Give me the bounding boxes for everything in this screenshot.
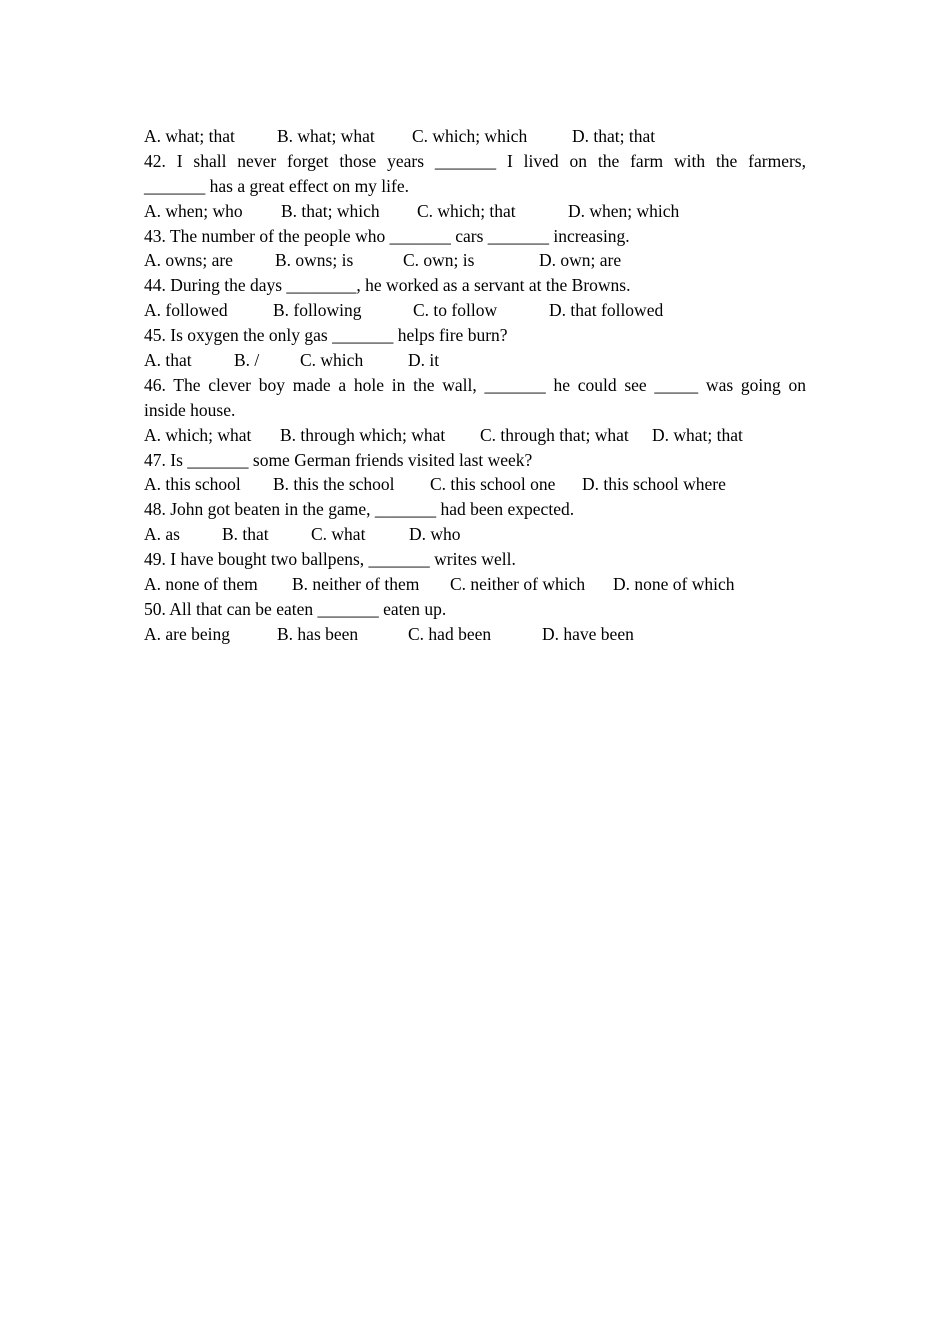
options-line-50 <box>144 622 806 647</box>
option-c: C. this school one <box>430 474 556 495</box>
option-c: C. which; that <box>417 200 516 221</box>
option-d: D. this school where <box>582 474 726 495</box>
option-a: A. what; that <box>144 126 235 146</box>
option-b: B. that <box>222 524 269 545</box>
option-d: D. who <box>409 524 461 545</box>
option-b: B. that; which <box>281 200 380 221</box>
options-line-42 <box>144 199 806 224</box>
question-47: 47. Is _______ some German friends visited last week? <box>144 449 533 470</box>
option-a: A. that <box>144 350 192 371</box>
question-46-continued: inside house. <box>144 399 236 420</box>
question-48: 48. John got beaten in the game, _______ had been expected. <box>144 499 575 520</box>
question-42: 42. I shall never forget those years _______ I lived on the farm with the farmers, <box>144 150 806 171</box>
option-a: A. followed <box>144 300 228 321</box>
question-49: 49. I have bought two ballpens, _______ writes well. <box>144 549 516 570</box>
options-line-49 <box>144 572 806 597</box>
question-42-continued: _______ has a great effect on my life. <box>144 175 410 196</box>
option-b: B. owns; is <box>275 250 354 271</box>
option-d: D. that; that <box>572 126 656 146</box>
option-d: D. it <box>408 350 440 371</box>
option-b: B. neither of them <box>292 574 420 595</box>
options-line-47 <box>144 472 806 497</box>
question-45: 45. Is oxygen the only gas _______ helps fire burn? <box>144 325 508 346</box>
question-50: 50. All that can be eaten _______ eaten up. <box>144 598 447 619</box>
options-line-43 <box>144 248 806 273</box>
option-c: C. neither of which <box>450 574 586 595</box>
option-d: D. when; which <box>568 200 680 221</box>
option-a: A. none of them <box>144 574 258 595</box>
options-line-41 <box>144 124 806 149</box>
document-page <box>144 124 806 647</box>
option-d: D. what; that <box>652 424 743 445</box>
options-line-44 <box>144 298 806 323</box>
option-a: A. which; what <box>144 424 252 445</box>
option-c: C. to follow <box>413 300 498 321</box>
question-44: 44. During the days ________, he worked as a servant at the Browns. <box>144 275 631 296</box>
option-a: A. as <box>144 524 180 545</box>
question-43: 43. The number of the people who _______ cars _______ increasing. <box>144 225 630 246</box>
options-line-46 <box>144 423 806 448</box>
option-b: B. what; what <box>277 126 375 146</box>
option-b: B. / <box>234 350 260 371</box>
option-b: B. this the school <box>273 474 395 495</box>
option-c: C. own; is <box>403 250 475 271</box>
option-c: C. which <box>300 350 364 371</box>
option-b: B. following <box>273 300 362 321</box>
option-c: C. which; which <box>412 126 528 146</box>
option-c: C. through that; what <box>480 424 629 445</box>
option-a: A. owns; are <box>144 250 233 271</box>
option-b: B. has been <box>277 623 359 644</box>
option-a: A. this school <box>144 474 241 495</box>
option-c: C. had been <box>408 623 492 644</box>
options-line-45 <box>144 348 806 373</box>
option-d: D. own; are <box>539 250 622 271</box>
option-b: B. through which; what <box>280 424 446 445</box>
option-d: D. have been <box>542 623 634 644</box>
options-line-48 <box>144 522 806 547</box>
option-c: C. what <box>311 524 366 545</box>
option-d: D. that followed <box>549 300 664 321</box>
option-a: A. when; who <box>144 200 243 221</box>
question-46: 46. The clever boy made a hole in the wall, _______ he could see _____ was going on <box>144 374 806 395</box>
option-d: D. none of which <box>613 574 735 595</box>
option-a: A. are being <box>144 623 231 644</box>
